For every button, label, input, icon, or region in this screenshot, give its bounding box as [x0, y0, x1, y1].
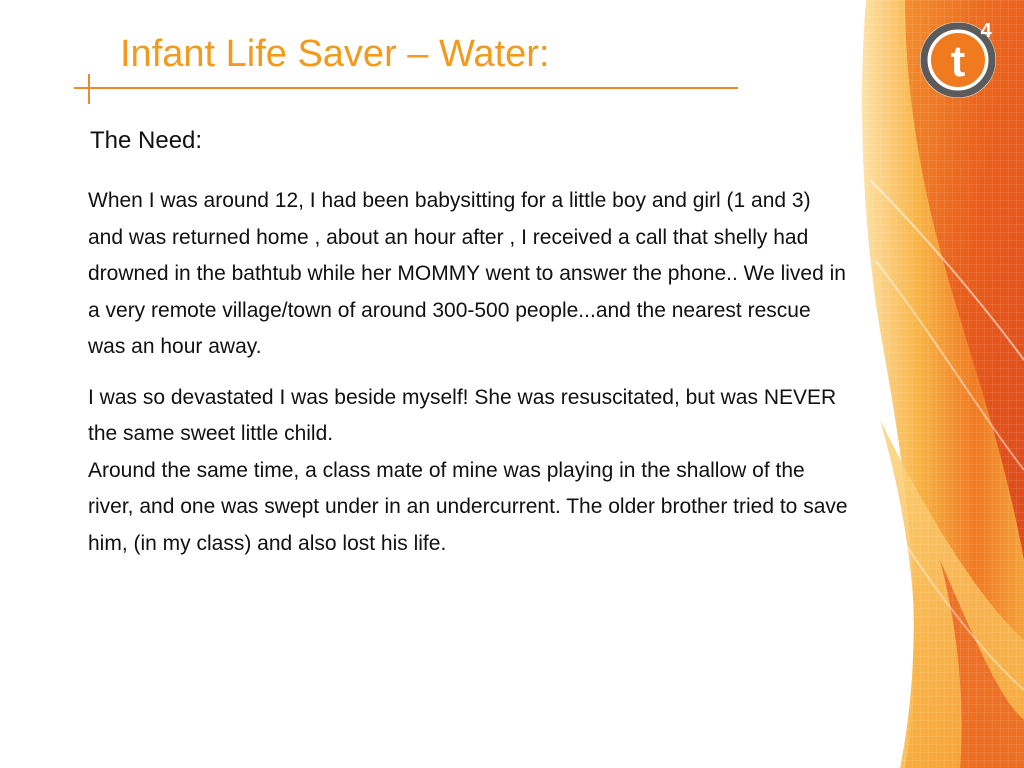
paragraph-3: Around the same time, a class mate of mine was playing in the shallow of the river, and one was swept under in an undercurrent. The older brother tried to save him, (in my class) and also lost his life. [88, 458, 848, 555]
paragraph-2: I was so devastated I was beside myself! She was resuscitated, but was NEVER the same sweet little child. [88, 385, 837, 445]
slide-title: Infant Life Saver – Water: [120, 33, 550, 75]
title-tick-mark [88, 74, 90, 104]
paragraph-1: When I was around 12, I had been babysitting for a little boy and girl (1 and 3) and was returned home , about an hour after , I received a call that shelly had drowned in the bathtub while her MOMMY went to answer the phone.. We lived in a very remote village/town of around 300-500 people...and the nearest rescue was an hour away. [88, 189, 846, 358]
section-heading: The Need: [90, 127, 203, 154]
body-text [88, 183, 848, 562]
title-underline [74, 87, 738, 89]
logo-letter: t [950, 37, 966, 86]
logo-superscript: 4 [980, 20, 992, 42]
